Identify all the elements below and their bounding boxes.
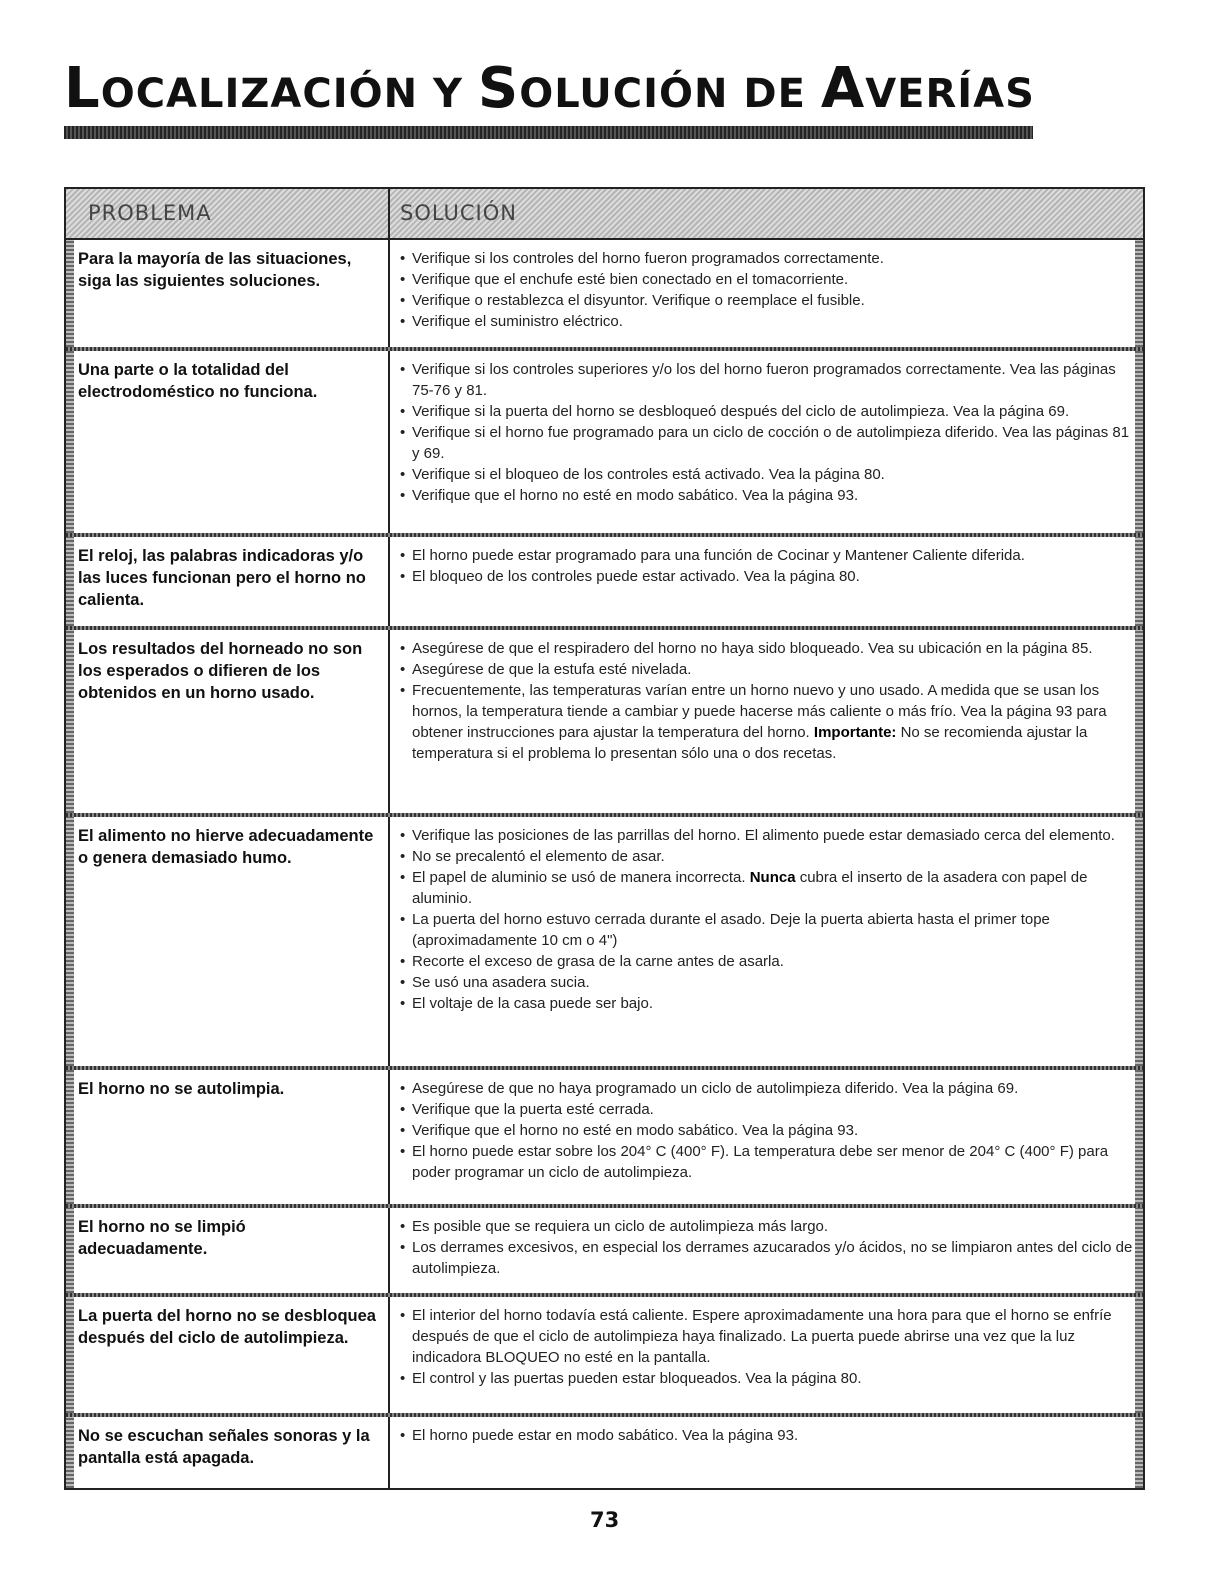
problem-text: El horno no se limpió adecuadamente.: [78, 1218, 246, 1258]
solution-list: [400, 638, 1138, 764]
problem-text: La puerta del horno no se desbloquea después del ciclo de autolimpieza.: [78, 1307, 376, 1347]
problem-text: Para la mayoría de las situaciones, siga las siguientes soluciones.: [78, 250, 352, 290]
table-row: [66, 1070, 1143, 1208]
table-row: [66, 1417, 1143, 1488]
solution-item-text: Frecuentemente, las temperaturas varían entre un horno nuevo y uno usado. A medida que se usan los hornos, la temperatura tiende a cambiar y puede hacerse más caliente o más frío. Vea la página 93 para obtener instrucciones para ajustar la temperatura del horno.: [412, 682, 1107, 741]
solution-item: • Asegúrese de que el respiradero del horno no haya sido bloqueado. Vea su ubicación en la página 85.: [400, 638, 1138, 659]
row-edge-shading: [66, 351, 74, 537]
problem-text: El reloj, las palabras indicadoras y/o las luces funcionan pero el horno no calienta.: [78, 547, 366, 609]
solution-item: • Verifique que la puerta esté cerrada.: [400, 1099, 1138, 1120]
important-label: Importante:: [813, 724, 897, 741]
solution-item-text: cubra el inserto de la asadera con papel de aluminio.: [412, 869, 1088, 907]
solution-item: • Verifique que el enchufe esté bien conectado en el tomacorriente.: [400, 269, 1138, 290]
solution-item: • Asegúrese de que la estufa esté nivelada.: [400, 659, 1138, 680]
title-underline-rule: [64, 126, 1033, 139]
solution-list: [400, 825, 1138, 1014]
row-edge-shading: [66, 1070, 74, 1208]
problem-text: Los resultados del horneado no son los esperados o difieren de los obtenidos en un horno usado.: [78, 640, 363, 702]
solution-item: • Es posible que se requiera un ciclo de autolimpieza más largo.: [400, 1216, 1138, 1237]
row-edge-shading: [66, 817, 74, 1070]
solution-item: • Verifique si los controles del horno fueron programados correctamente.: [400, 248, 1138, 269]
nunca-emphasis: Nunca: [749, 869, 796, 886]
solution-list: [400, 359, 1138, 506]
problem-header-label: PROBLEMA: [88, 201, 212, 225]
problem-column-header: [66, 189, 388, 240]
row-edge-shading: [66, 1297, 74, 1417]
solution-item: • Verifique que el horno no esté en modo sabático. Vea la página 93.: [400, 1120, 1138, 1141]
solution-item: • La puerta del horno estuvo cerrada durante el asado. Deje la puerta abierta hasta el primer tope (aproximadamente 10 cm o 4"): [400, 909, 1138, 951]
solution-list: [400, 1425, 1138, 1446]
solution-item: • El horno puede estar en modo sabático. Vea la página 93.: [400, 1425, 1138, 1446]
table-row: [66, 630, 1143, 817]
solution-item: • Asegúrese de que no haya programado un ciclo de autolimpieza diferido. Vea la página 69.: [400, 1078, 1138, 1099]
row-edge-shading: [66, 1208, 74, 1297]
solution-item: • El control y las puertas pueden estar bloqueados. Vea la página 80.: [400, 1368, 1138, 1389]
solution-item: • Verifique que el horno no esté en modo sabático. Vea la página 93.: [400, 485, 1138, 506]
solution-list: [400, 1305, 1138, 1389]
solution-item: [400, 680, 1138, 764]
page-title: LOCALIZACIÓN Y SOLUCIÓN DE AVERÍAS: [64, 56, 1035, 121]
solution-list: [400, 1216, 1138, 1279]
solution-item: • Los derrames excesivos, en especial los derrames azucarados y/o ácidos, no se limpiaron antes del ciclo de autolimpieza.: [400, 1237, 1138, 1279]
problem-text: El alimento no hierve adecuadamente o genera demasiado humo.: [78, 827, 374, 867]
troubleshooting-table: [64, 187, 1145, 1490]
important-note-text: No se recomienda ajustar la temperatura si el problema lo presentan sólo una o dos recetas.: [412, 724, 1088, 762]
table-row: [66, 1297, 1143, 1417]
solution-header-label: SOLUCIÓN: [400, 201, 517, 225]
solution-list: [400, 248, 1138, 332]
solution-item: • Recorte el exceso de grasa de la carne antes de asarla.: [400, 951, 1138, 972]
solution-item: [400, 867, 1138, 909]
solution-item: • El interior del horno todavía está caliente. Espere aproximadamente una hora para que el horno se enfríe después de que el ciclo de autolimpieza haya finalizado. La puerta puede abrirse una vez que la luz indicadora BLOQUEO no esté en la pantalla.: [400, 1305, 1138, 1368]
solution-item: • El horno puede estar sobre los 204° C (400° F). La temperatura debe ser menor de 204° C (400° F) para poder programar un ciclo de autolimpieza.: [400, 1141, 1138, 1183]
problem-text: El horno no se autolimpia.: [78, 1080, 285, 1098]
row-edge-shading: [66, 537, 74, 630]
problem-text: No se escuchan señales sonoras y la pantalla está apagada.: [78, 1427, 370, 1467]
solution-item: • Verifique si el bloqueo de los controles está activado. Vea la página 80.: [400, 464, 1138, 485]
table-row: [66, 537, 1143, 630]
solution-item: • Verifique si los controles superiores y/o los del horno fueron programados correctamente. Vea las páginas 75-76 y 81.: [400, 359, 1138, 401]
solution-item: • No se precalentó el elemento de asar.: [400, 846, 1138, 867]
solution-item: • Se usó una asadera sucia.: [400, 972, 1138, 993]
table-row: [66, 817, 1143, 1070]
solution-list: [400, 1078, 1138, 1183]
solution-item: • El bloqueo de los controles puede estar activado. Vea la página 80.: [400, 566, 1138, 587]
solution-item-text: El papel de aluminio se usó de manera incorrecta.: [412, 869, 746, 886]
row-edge-shading: [66, 1417, 74, 1488]
solution-item: • Verifique o restablezca el disyuntor. Verifique o reemplace el fusible.: [400, 290, 1138, 311]
solution-list: [400, 545, 1138, 587]
table-row: [66, 1208, 1143, 1297]
row-edge-shading: [66, 630, 74, 817]
solution-item: • Verifique si la puerta del horno se desbloqueó después del ciclo de autolimpieza. Vea la página 69.: [400, 401, 1138, 422]
solution-item: • Verifique si el horno fue programado para un ciclo de cocción o de autolimpieza diferido. Vea las páginas 81 y 69.: [400, 422, 1138, 464]
solution-column-header: [390, 189, 1143, 240]
solution-item: • Verifique el suministro eléctrico.: [400, 311, 1138, 332]
row-edge-shading: [66, 240, 74, 351]
table-row: [66, 240, 1143, 351]
solution-item: • Verifique las posiciones de las parrillas del horno. El alimento puede estar demasiado cerca del elemento.: [400, 825, 1138, 846]
solution-item: • El horno puede estar programado para una función de Cocinar y Mantener Caliente diferida.: [400, 545, 1138, 566]
page-number: 73: [590, 1508, 620, 1532]
table-row: [66, 351, 1143, 537]
solution-item: • El voltaje de la casa puede ser bajo.: [400, 993, 1138, 1014]
problem-text: Una parte o la totalidad del electrodoméstico no funciona.: [78, 361, 318, 401]
